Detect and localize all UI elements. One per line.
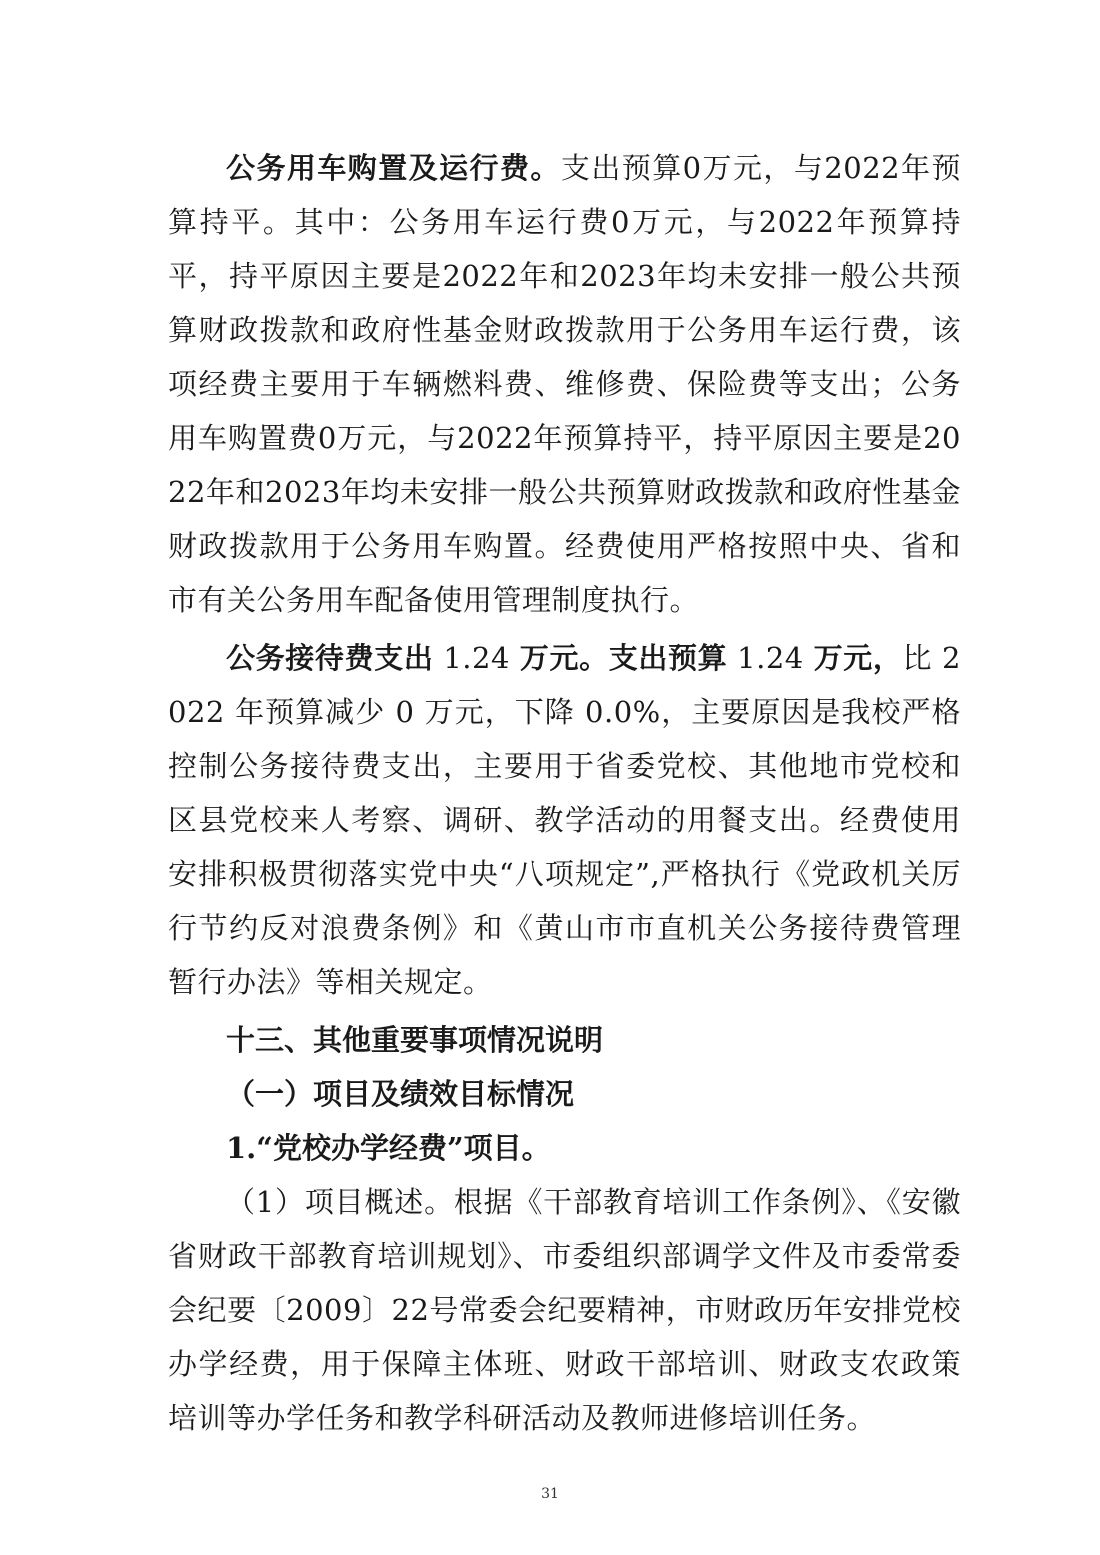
paragraph-lead: 公务接待费支出	[226, 641, 434, 675]
subsection-heading: （一）项目及绩效目标情况	[226, 1077, 575, 1111]
paragraph-reception-expense	[168, 631, 961, 1009]
paragraph-vehicle-expense	[168, 141, 961, 627]
amount-value: 1.24	[727, 641, 814, 675]
item-heading: 1.“党校办学经费”项目。	[226, 1131, 551, 1165]
amount-unit: 万元，	[813, 641, 903, 675]
paragraph-text: 比 2022 年预算减少 0 万元，下降 0.0%，主要原因是我校严格控制公务接待费支出，主要用于省委党校、其他地市党校和区县党校来人考察、调研、教学活动的用餐支出。经费使用安排积极贯彻落实党中央“八项规定”,严格执行《党政机关厉行节约反对浪费条例》和《黄山市市直机关公务接待费管理暂行办法》等相关规定。	[168, 641, 961, 999]
section-heading: 十三、其他重要事项情况说明	[226, 1023, 604, 1057]
paragraph-project-overview: （1）项目概述。根据《干部教育培训工作条例》、《安徽省财政干部教育培训规划》、市委组织部调学文件及市委常委会纪要〔2009〕22号常委会纪要精神，市财政历年安排党校办学经费，用于保障主体班、财政干部培训、财政支农政策培训等办学任务和教学科研活动及教师进修培训任务。	[168, 1185, 961, 1435]
amount-value: 1.24	[433, 641, 520, 675]
paragraph-text: 支出预算0万元，与2022年预算持平。其中：公务用车运行费0万元，与2022年预算持平，持平原因主要是2022年和2023年均未安排一般公共预算财政拨款和政府性基金财政拨款用于公务用车运行费，该项经费主要用于车辆燃料费、维修费、保险费等支出；公务用车购置费0万元，与2022年预算持平，持平原因主要是2022年和2023年均未安排一般公共预算财政拨款和政府性基金财政拨款用于公务用车购置。经费使用严格按照中央、省和市有关公务用车配备使用管理制度执行。	[168, 151, 961, 617]
document-body	[168, 141, 961, 1445]
amount-unit: 万元。支出预算	[519, 641, 728, 675]
paragraph-lead: 公务用车购置及运行费。	[226, 151, 561, 185]
page-number: 31	[541, 1486, 559, 1502]
